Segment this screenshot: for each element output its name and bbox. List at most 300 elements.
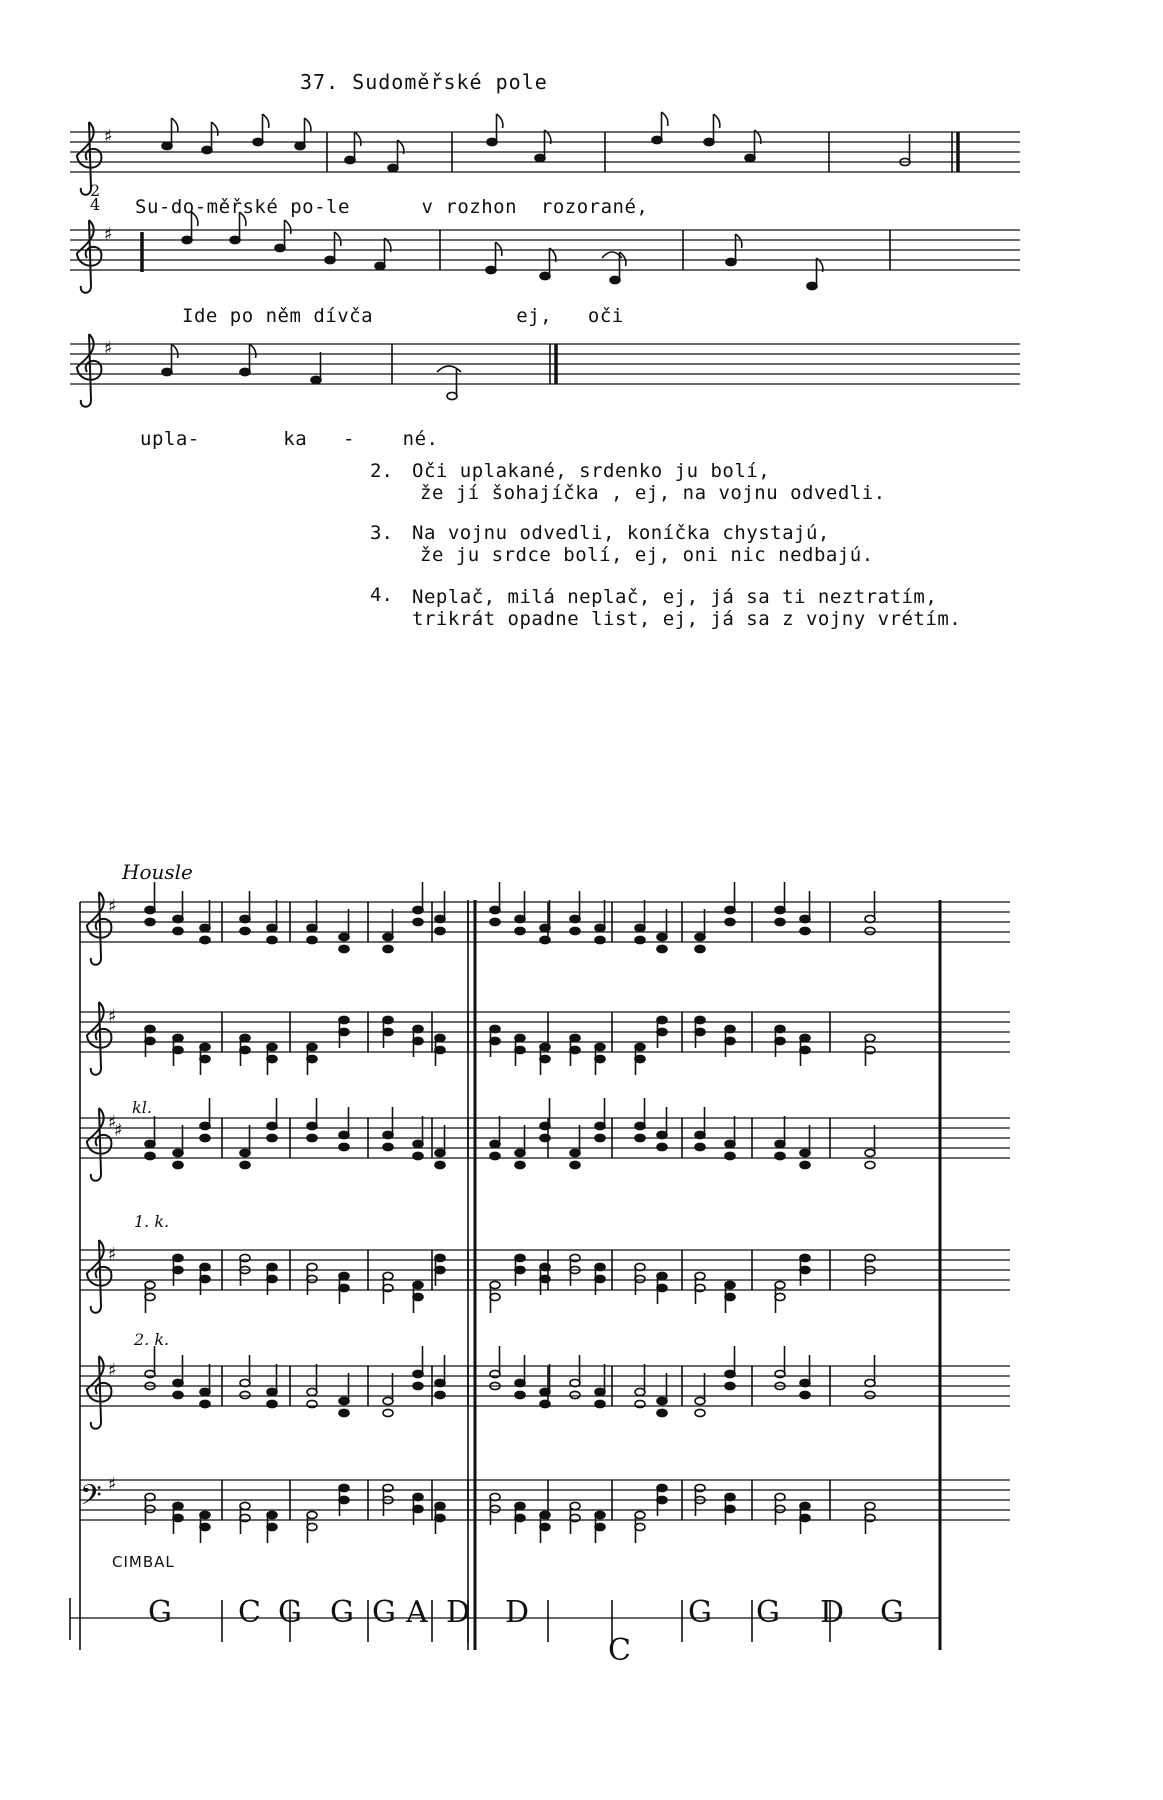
- chord-note: [515, 1254, 525, 1261]
- chord-note: [595, 1511, 605, 1518]
- cimbal-chord: G: [688, 1595, 712, 1630]
- chord-note: [200, 1055, 210, 1062]
- chord-note: [240, 1046, 250, 1053]
- verse-line: že ju srdce bolí, ej, oni nic nedbajú.: [420, 544, 874, 566]
- cimbal-chord: G: [278, 1595, 302, 1630]
- chord-note: [173, 1161, 183, 1168]
- note-flag: [355, 132, 361, 146]
- note-flag: [285, 220, 291, 234]
- chord-note: [695, 1143, 705, 1150]
- eighth-note: [486, 266, 496, 273]
- chord-note: [413, 918, 423, 925]
- chord-note: [339, 933, 349, 940]
- chord-note: [173, 1034, 183, 1041]
- chord-note: [240, 1149, 250, 1156]
- chord-note: [240, 1502, 250, 1509]
- eighth-note: [162, 142, 172, 149]
- chord-note: [435, 1379, 445, 1386]
- eighth-note: [388, 164, 398, 171]
- chord-note: [383, 1409, 393, 1416]
- chord-note: [657, 1143, 667, 1150]
- chord-note: [515, 1149, 525, 1156]
- verse-number: 3.: [370, 522, 393, 544]
- chord-note: [200, 1122, 210, 1129]
- eighth-note: [610, 276, 620, 283]
- chord-note: [200, 936, 210, 943]
- chord-note: [635, 1122, 645, 1129]
- chord-note: [595, 1055, 605, 1062]
- chord-note: [800, 1161, 810, 1168]
- eighth-note: [726, 258, 736, 265]
- note-flag: [496, 242, 502, 256]
- chord-note: [173, 1266, 183, 1273]
- chord-note: [595, 1134, 605, 1141]
- note-flag: [662, 112, 668, 126]
- chord-note: [775, 906, 785, 913]
- melody-staff: [70, 344, 1020, 384]
- chord-note: [800, 927, 810, 934]
- chord-note: [267, 1388, 277, 1395]
- chord-note: [267, 1511, 277, 1518]
- chord-note: [435, 915, 445, 922]
- chord-note: [865, 1161, 875, 1168]
- chord-note: [413, 1370, 423, 1377]
- chord-note: [775, 1152, 785, 1159]
- chord-note: [173, 1379, 183, 1386]
- chord-note: [865, 1502, 875, 1509]
- chord-note: [595, 1400, 605, 1407]
- eighth-note: [253, 138, 263, 145]
- eighth-note: [182, 236, 192, 243]
- chord-note: [200, 924, 210, 931]
- chord-note: [570, 1502, 580, 1509]
- eighth-note: [162, 368, 172, 375]
- eighth-note: [535, 154, 545, 161]
- chord-note: [200, 1523, 210, 1530]
- chord-note: [540, 924, 550, 931]
- chord-note: [515, 1161, 525, 1168]
- chord-note: [200, 1511, 210, 1518]
- chord-note: [695, 1272, 705, 1279]
- chord-note: [267, 936, 277, 943]
- chord-note: [800, 1502, 810, 1509]
- chord-note: [725, 1382, 735, 1389]
- chord-note: [540, 1122, 550, 1129]
- chord-note: [635, 1134, 645, 1141]
- chord-note: [775, 1140, 785, 1147]
- chord-note: [515, 915, 525, 922]
- part-label-housle: Housle: [122, 860, 193, 884]
- chord-note: [435, 1254, 445, 1261]
- chord-note: [490, 1505, 500, 1512]
- chord-note: [540, 1275, 550, 1282]
- chord-note: [307, 1043, 317, 1050]
- chord-note: [413, 1281, 423, 1288]
- chord-note: [635, 1043, 645, 1050]
- chord-note: [540, 1263, 550, 1270]
- chord-note: [339, 945, 349, 952]
- chord-note: [145, 918, 155, 925]
- chord-note: [240, 1034, 250, 1041]
- chord-note: [515, 1379, 525, 1386]
- cimbal-chord: G: [372, 1595, 396, 1630]
- chord-note: [657, 1397, 667, 1404]
- verse-number: 4.: [370, 584, 393, 606]
- chord-note: [435, 1161, 445, 1168]
- chord-note: [570, 1034, 580, 1041]
- lyrics-line-1: Su-do-měřské po-le v rozhon rozorané,: [135, 196, 649, 218]
- chord-note: [695, 1397, 705, 1404]
- sharp-icon: ♯: [108, 896, 117, 917]
- cimbal-chord: D: [505, 1595, 530, 1630]
- chord-note: [200, 1388, 210, 1395]
- chord-note: [725, 1370, 735, 1377]
- chord-note: [540, 1043, 550, 1050]
- chord-note: [725, 1493, 735, 1500]
- verse-line: Neplač, milá neplač, ej, já sa ti neztratím,: [412, 586, 938, 608]
- chord-note: [413, 1382, 423, 1389]
- eighth-note: [704, 138, 714, 145]
- chord-note: [413, 1037, 423, 1044]
- chord-note: [800, 1379, 810, 1386]
- chord-note: [435, 1149, 445, 1156]
- verse-line: že jí šohajíčka , ej, na vojnu odvedli.: [420, 482, 886, 504]
- chord-note: [435, 1502, 445, 1509]
- chord-note: [657, 945, 667, 952]
- chord-note: [490, 906, 500, 913]
- chord-note: [515, 1514, 525, 1521]
- chord-note: [695, 1409, 705, 1416]
- cimbal-chord: G: [756, 1595, 780, 1630]
- chord-note: [515, 927, 525, 934]
- chord-note: [595, 1388, 605, 1395]
- chord-note: [383, 1397, 393, 1404]
- chord-note: [307, 1122, 317, 1129]
- note-flag: [497, 114, 503, 128]
- eighth-note: [807, 282, 817, 289]
- chord-note: [865, 927, 875, 934]
- chord-note: [800, 1266, 810, 1273]
- chord-note: [339, 1131, 349, 1138]
- chord-note: [307, 1523, 317, 1530]
- chord-note: [540, 1134, 550, 1141]
- chord-note: [200, 1134, 210, 1141]
- eighth-note: [652, 136, 662, 143]
- chord-note: [435, 1391, 445, 1398]
- chord-note: [145, 1025, 155, 1032]
- chord-note: [865, 1149, 875, 1156]
- chord-note: [657, 1131, 667, 1138]
- chord-note: [413, 1293, 423, 1300]
- eighth-note: [202, 146, 212, 153]
- chord-note: [515, 1034, 525, 1041]
- chord-note: [307, 1388, 317, 1395]
- note-flag: [620, 252, 626, 266]
- chord-note: [339, 1284, 349, 1291]
- chord-note: [695, 1016, 705, 1023]
- chord-note: [145, 1281, 155, 1288]
- sharp-icon: ♯: [114, 1120, 123, 1141]
- chord-note: [413, 1025, 423, 1032]
- chord-note: [800, 1514, 810, 1521]
- chord-note: [540, 936, 550, 943]
- chord-note: [595, 1122, 605, 1129]
- note-flag: [263, 114, 269, 128]
- chord-note: [307, 1055, 317, 1062]
- eighth-note: [540, 272, 550, 279]
- chord-note: [490, 1025, 500, 1032]
- chord-note: [413, 1505, 423, 1512]
- chord-note: [413, 1493, 423, 1500]
- part-label-1k: 1. k.: [134, 1212, 170, 1231]
- chord-note: [307, 1511, 317, 1518]
- eighth-note: [275, 244, 285, 251]
- chord-note: [173, 1046, 183, 1053]
- chord-note: [595, 936, 605, 943]
- chord-note: [695, 1131, 705, 1138]
- fermata-icon: [437, 366, 461, 372]
- time-signature: 4: [90, 195, 101, 214]
- chord-note: [570, 927, 580, 934]
- chord-note: [725, 1140, 735, 1147]
- chord-note: [267, 1523, 277, 1530]
- chord-note: [173, 1254, 183, 1261]
- chord-note: [383, 1016, 393, 1023]
- chord-note: [267, 1122, 277, 1129]
- chord-note: [570, 1149, 580, 1156]
- chord-note: [145, 1140, 155, 1147]
- chord-note: [725, 1152, 735, 1159]
- chord-note: [695, 1028, 705, 1035]
- chord-note: [339, 1272, 349, 1279]
- note-flag: [714, 114, 720, 128]
- chord-note: [635, 1523, 645, 1530]
- sharp-icon: ♯: [108, 1244, 117, 1265]
- chord-note: [200, 1263, 210, 1270]
- chord-note: [775, 1281, 785, 1288]
- eighth-note: [375, 262, 385, 269]
- chord-note: [657, 1496, 667, 1503]
- chord-note: [413, 1152, 423, 1159]
- chord-note: [657, 1028, 667, 1035]
- chord-note: [775, 1025, 785, 1032]
- chord-note: [145, 1293, 155, 1300]
- chord-note: [435, 1514, 445, 1521]
- treble-clef-icon: [77, 334, 102, 407]
- chord-note: [339, 1397, 349, 1404]
- chord-note: [307, 924, 317, 931]
- note-flag: [305, 118, 311, 132]
- chord-note: [540, 1511, 550, 1518]
- chord-note: [725, 906, 735, 913]
- eighth-note: [295, 142, 305, 149]
- eighth-note: [345, 156, 355, 163]
- eighth-note: [745, 154, 755, 161]
- chord-note: [267, 1043, 277, 1050]
- chord-note: [339, 1496, 349, 1503]
- chord-note: [540, 1523, 550, 1530]
- verse-line: Na vojnu odvedli, koníčka chystajú,: [412, 522, 830, 544]
- chord-note: [570, 1161, 580, 1168]
- sharp-icon: ♯: [104, 126, 113, 147]
- chord-note: [775, 1293, 785, 1300]
- chord-note: [800, 1046, 810, 1053]
- note-flag: [212, 122, 218, 136]
- sharp-icon: ♯: [108, 1360, 117, 1381]
- chord-note: [339, 1484, 349, 1491]
- chord-note: [173, 1391, 183, 1398]
- chord-note: [775, 918, 785, 925]
- chord-note: [635, 1055, 645, 1062]
- sharp-icon: ♯: [108, 1112, 117, 1133]
- chord-note: [339, 1016, 349, 1023]
- eighth-note: [230, 236, 240, 243]
- chord-note: [307, 936, 317, 943]
- chord-note: [145, 906, 155, 913]
- sharp-icon: ♯: [108, 1006, 117, 1027]
- chord-note: [383, 1272, 393, 1279]
- chord-note: [173, 1502, 183, 1509]
- chord-note: [657, 1272, 667, 1279]
- chord-note: [490, 1140, 500, 1147]
- verse-line: Oči uplakané, srdenko ju bolí,: [412, 460, 771, 482]
- chord-note: [800, 1391, 810, 1398]
- chord-note: [695, 945, 705, 952]
- chord-note: [865, 1391, 875, 1398]
- chord-note: [635, 936, 645, 943]
- chord-note: [145, 1152, 155, 1159]
- cimbal-chord: D: [820, 1595, 845, 1630]
- chord-note: [490, 918, 500, 925]
- chord-note: [200, 1275, 210, 1282]
- chord-note: [200, 1043, 210, 1050]
- chord-note: [490, 1293, 500, 1300]
- chord-note: [657, 1016, 667, 1023]
- part-label-klarinet: kl.: [132, 1098, 152, 1117]
- part-label-cimbal: CIMBAL: [112, 1553, 175, 1571]
- chord-note: [240, 915, 250, 922]
- chord-note: [657, 1409, 667, 1416]
- chord-note: [725, 1293, 735, 1300]
- chord-note: [383, 1131, 393, 1138]
- cimbal-chord: G: [148, 1595, 172, 1630]
- chord-note: [595, 1275, 605, 1282]
- chord-note: [490, 1281, 500, 1288]
- chord-note: [540, 1400, 550, 1407]
- chord-note: [635, 1275, 645, 1282]
- chord-note: [515, 1502, 525, 1509]
- chord-note: [657, 933, 667, 940]
- chord-note: [570, 1391, 580, 1398]
- chord-note: [725, 1281, 735, 1288]
- chord-note: [635, 1388, 645, 1395]
- chord-note: [695, 933, 705, 940]
- chord-note: [173, 1514, 183, 1521]
- chord-note: [570, 1046, 580, 1053]
- note-flag: [172, 344, 178, 358]
- chord-note: [240, 927, 250, 934]
- verse-number: 2.: [370, 460, 393, 482]
- chord-note: [570, 915, 580, 922]
- eighth-note: [240, 368, 250, 375]
- bass-clef-icon: 𝄢: [80, 1479, 102, 1519]
- chord-note: [145, 1037, 155, 1044]
- chord-note: [339, 1409, 349, 1416]
- chord-note: [515, 1046, 525, 1053]
- chord-note: [267, 1055, 277, 1062]
- chord-note: [800, 915, 810, 922]
- note-flag: [736, 234, 742, 248]
- part-label-2k: 2. k.: [134, 1330, 170, 1349]
- cimbal-chord: G: [330, 1595, 354, 1630]
- chord-note: [865, 1034, 875, 1041]
- chord-note: [383, 933, 393, 940]
- treble-clef-icon: [77, 220, 102, 293]
- chord-note: [173, 915, 183, 922]
- half-note: [447, 392, 457, 399]
- chord-note: [657, 1284, 667, 1291]
- chord-note: [775, 1505, 785, 1512]
- chord-note: [267, 1134, 277, 1141]
- chord-note: [267, 924, 277, 931]
- eighth-note: [487, 138, 497, 145]
- chord-note: [173, 1149, 183, 1156]
- chord-note: [775, 1037, 785, 1044]
- chord-note: [435, 1034, 445, 1041]
- note-flag: [335, 232, 341, 246]
- chord-note: [267, 1263, 277, 1270]
- chord-note: [413, 906, 423, 913]
- chord-note: [635, 1511, 645, 1518]
- chord-note: [383, 1143, 393, 1150]
- chord-note: [240, 1391, 250, 1398]
- song-title: 37. Sudoměřské pole: [300, 70, 548, 94]
- chord-note: [307, 1134, 317, 1141]
- chord-note: [515, 1391, 525, 1398]
- lyrics-line-3: upla- ka - né.: [140, 428, 439, 450]
- sharp-icon: ♯: [104, 338, 113, 359]
- chord-note: [383, 1028, 393, 1035]
- cimbal-chord: G: [880, 1595, 904, 1630]
- chord-note: [540, 1388, 550, 1395]
- eighth-note: [325, 256, 335, 263]
- chord-note: [595, 924, 605, 931]
- chord-note: [595, 1043, 605, 1050]
- note-flag: [172, 118, 178, 132]
- cimbal-chord: C: [238, 1595, 261, 1630]
- chord-note: [725, 1505, 735, 1512]
- time-signature: 2: [90, 181, 101, 200]
- chord-note: [200, 1400, 210, 1407]
- chord-note: [267, 1400, 277, 1407]
- chord-note: [490, 1152, 500, 1159]
- lyrics-line-2: Ide po něm dívča ej, oči: [182, 305, 624, 327]
- cimbal-chord: C: [608, 1633, 631, 1668]
- chord-note: [657, 1484, 667, 1491]
- chord-note: [800, 1034, 810, 1041]
- chord-note: [240, 1161, 250, 1168]
- chord-note: [800, 1254, 810, 1261]
- chord-note: [490, 1037, 500, 1044]
- chord-note: [595, 1263, 605, 1270]
- chord-note: [540, 1055, 550, 1062]
- chord-note: [339, 1028, 349, 1035]
- chord-note: [173, 927, 183, 934]
- chord-note: [800, 1149, 810, 1156]
- cimbal-chord: D: [446, 1595, 471, 1630]
- verse-line: trikrát opadne list, ej, já sa z vojny vrétím.: [412, 608, 962, 630]
- note-flag: [250, 344, 256, 358]
